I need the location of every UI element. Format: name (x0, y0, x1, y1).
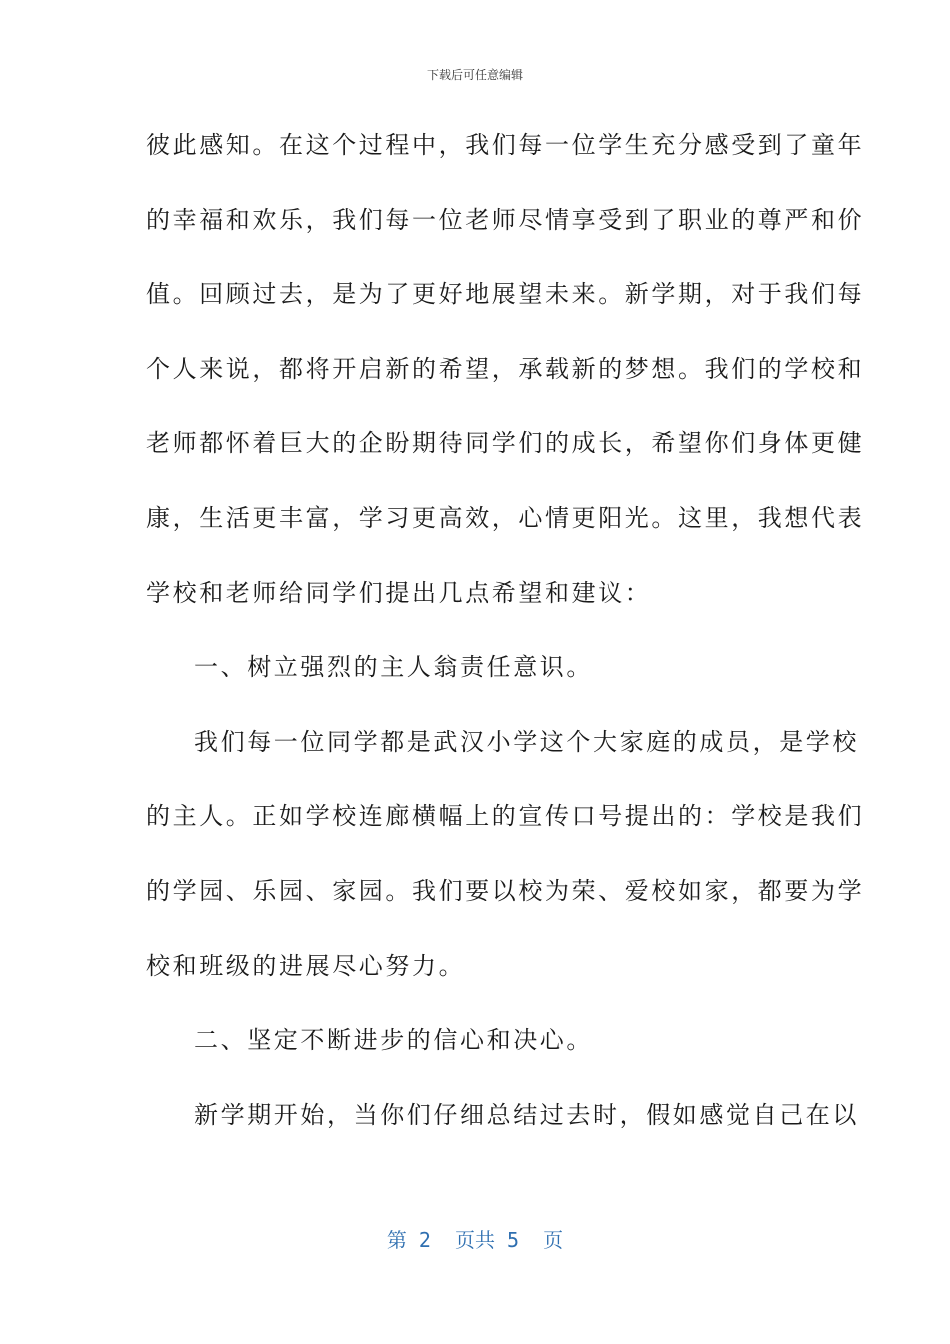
text-line: 学校和老师给同学们提出几点希望和建议： (146, 578, 652, 607)
paragraph-start-line: 我们每一位同学都是武汉小学这个大家庭的成员，是学校 (194, 727, 859, 756)
text-line: 校和班级的进展尽心努力。 (146, 951, 466, 980)
section-heading: 二、坚定不断进步的信心和决心。 (194, 1026, 593, 1055)
text-line: 老师都怀着巨大的企盼期待同学们的成长，希望你们身体更健 (146, 429, 865, 458)
text-line: 的学园、乐园、家园。我们要以校为荣、爱校如家，都要为学 (146, 876, 865, 905)
page-header-note: 下载后可任意编辑 (426, 68, 523, 82)
text-line: 的主人。正如学校连廊横幅上的宣传口号提出的：学校是我们 (146, 802, 865, 831)
page-number-footer: 第 2 页共 5 页 (386, 1228, 564, 1252)
text-line: 个人来说，都将开启新的希望，承载新的梦想。我们的学校和 (146, 354, 865, 383)
section-heading: 一、树立强烈的主人翁责任意识。 (194, 653, 593, 682)
text-line: 的幸福和欢乐，我们每一位老师尽情享受到了职业的尊严和价 (146, 205, 865, 234)
text-line: 彼此感知。在这个过程中，我们每一位学生充分感受到了童年 (146, 131, 865, 159)
text-line: 值。回顾过去，是为了更好地展望未来。新学期，对于我们每 (146, 280, 865, 309)
document-body (146, 120, 865, 1164)
paragraph-start-line: 新学期开始，当你们仔细总结过去时，假如感觉自己在以 (194, 1100, 859, 1129)
text-line: 康，生活更丰富，学习更高效，心情更阳光。这里，我想代表 (146, 503, 865, 532)
